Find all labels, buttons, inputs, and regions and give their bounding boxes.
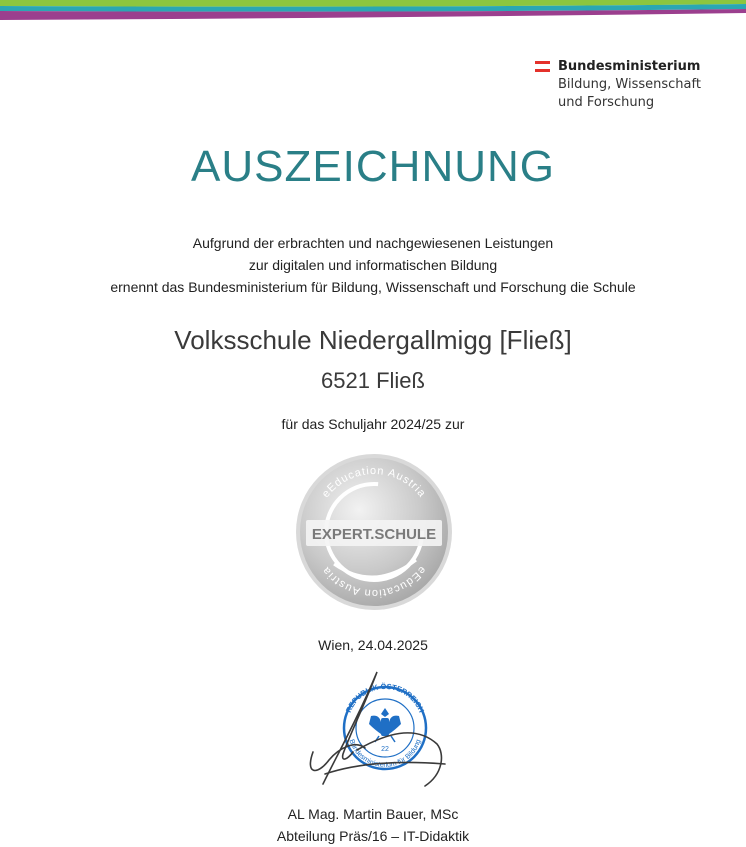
intro-line-2: zur digitalen und informatischen Bildung bbox=[248, 257, 498, 273]
signer-block bbox=[0, 803, 746, 847]
school-year-line: für das Schuljahr 2024/25 zur bbox=[281, 416, 465, 432]
date-line: Wien, 24.04.2025 bbox=[318, 637, 428, 653]
intro-line-1: Aufgrund der erbrachten und nachgewiesenen Leistungen bbox=[192, 235, 554, 251]
seal-number: 22 bbox=[381, 746, 389, 753]
badge-ring-text-bottom: eEducation Austria bbox=[319, 563, 429, 600]
school-place: 6521 Fließ bbox=[321, 368, 425, 393]
logo-line-1: Bundesministerium bbox=[558, 59, 701, 74]
school-name: Volksschule Niedergallmigg [Fließ] bbox=[174, 325, 572, 355]
signer-name: AL Mag. Martin Bauer, MSc bbox=[287, 806, 459, 822]
ministry-logo-text bbox=[558, 58, 701, 112]
badge-label: EXPERT.SCHULE bbox=[311, 526, 437, 543]
signer-department: Abteilung Präs/16 – IT-Didaktik bbox=[276, 828, 470, 844]
top-color-bands bbox=[0, 0, 746, 24]
seal-bottom-text: Bundesministerium für Bildung bbox=[347, 738, 423, 770]
logo-line-3: und Forschung bbox=[558, 95, 655, 110]
austria-flag-icon bbox=[535, 61, 550, 72]
seal-top-text: REPUBLIK ÖSTERREICH bbox=[343, 681, 427, 714]
intro-line-3: ernennt das Bundesministerium für Bildung, Wissenschaft und Forschung die Schule bbox=[110, 279, 636, 295]
expert-schule-badge-icon bbox=[294, 452, 454, 612]
signature-and-seal bbox=[295, 664, 455, 794]
certificate-title: AUSZEICHNUNG bbox=[190, 142, 556, 191]
official-seal-icon bbox=[344, 682, 426, 769]
badge-ring-text-top: eEducation Austria bbox=[319, 464, 429, 501]
logo-line-2: Bildung, Wissenschaft bbox=[558, 77, 701, 92]
certificate-intro bbox=[0, 232, 746, 298]
